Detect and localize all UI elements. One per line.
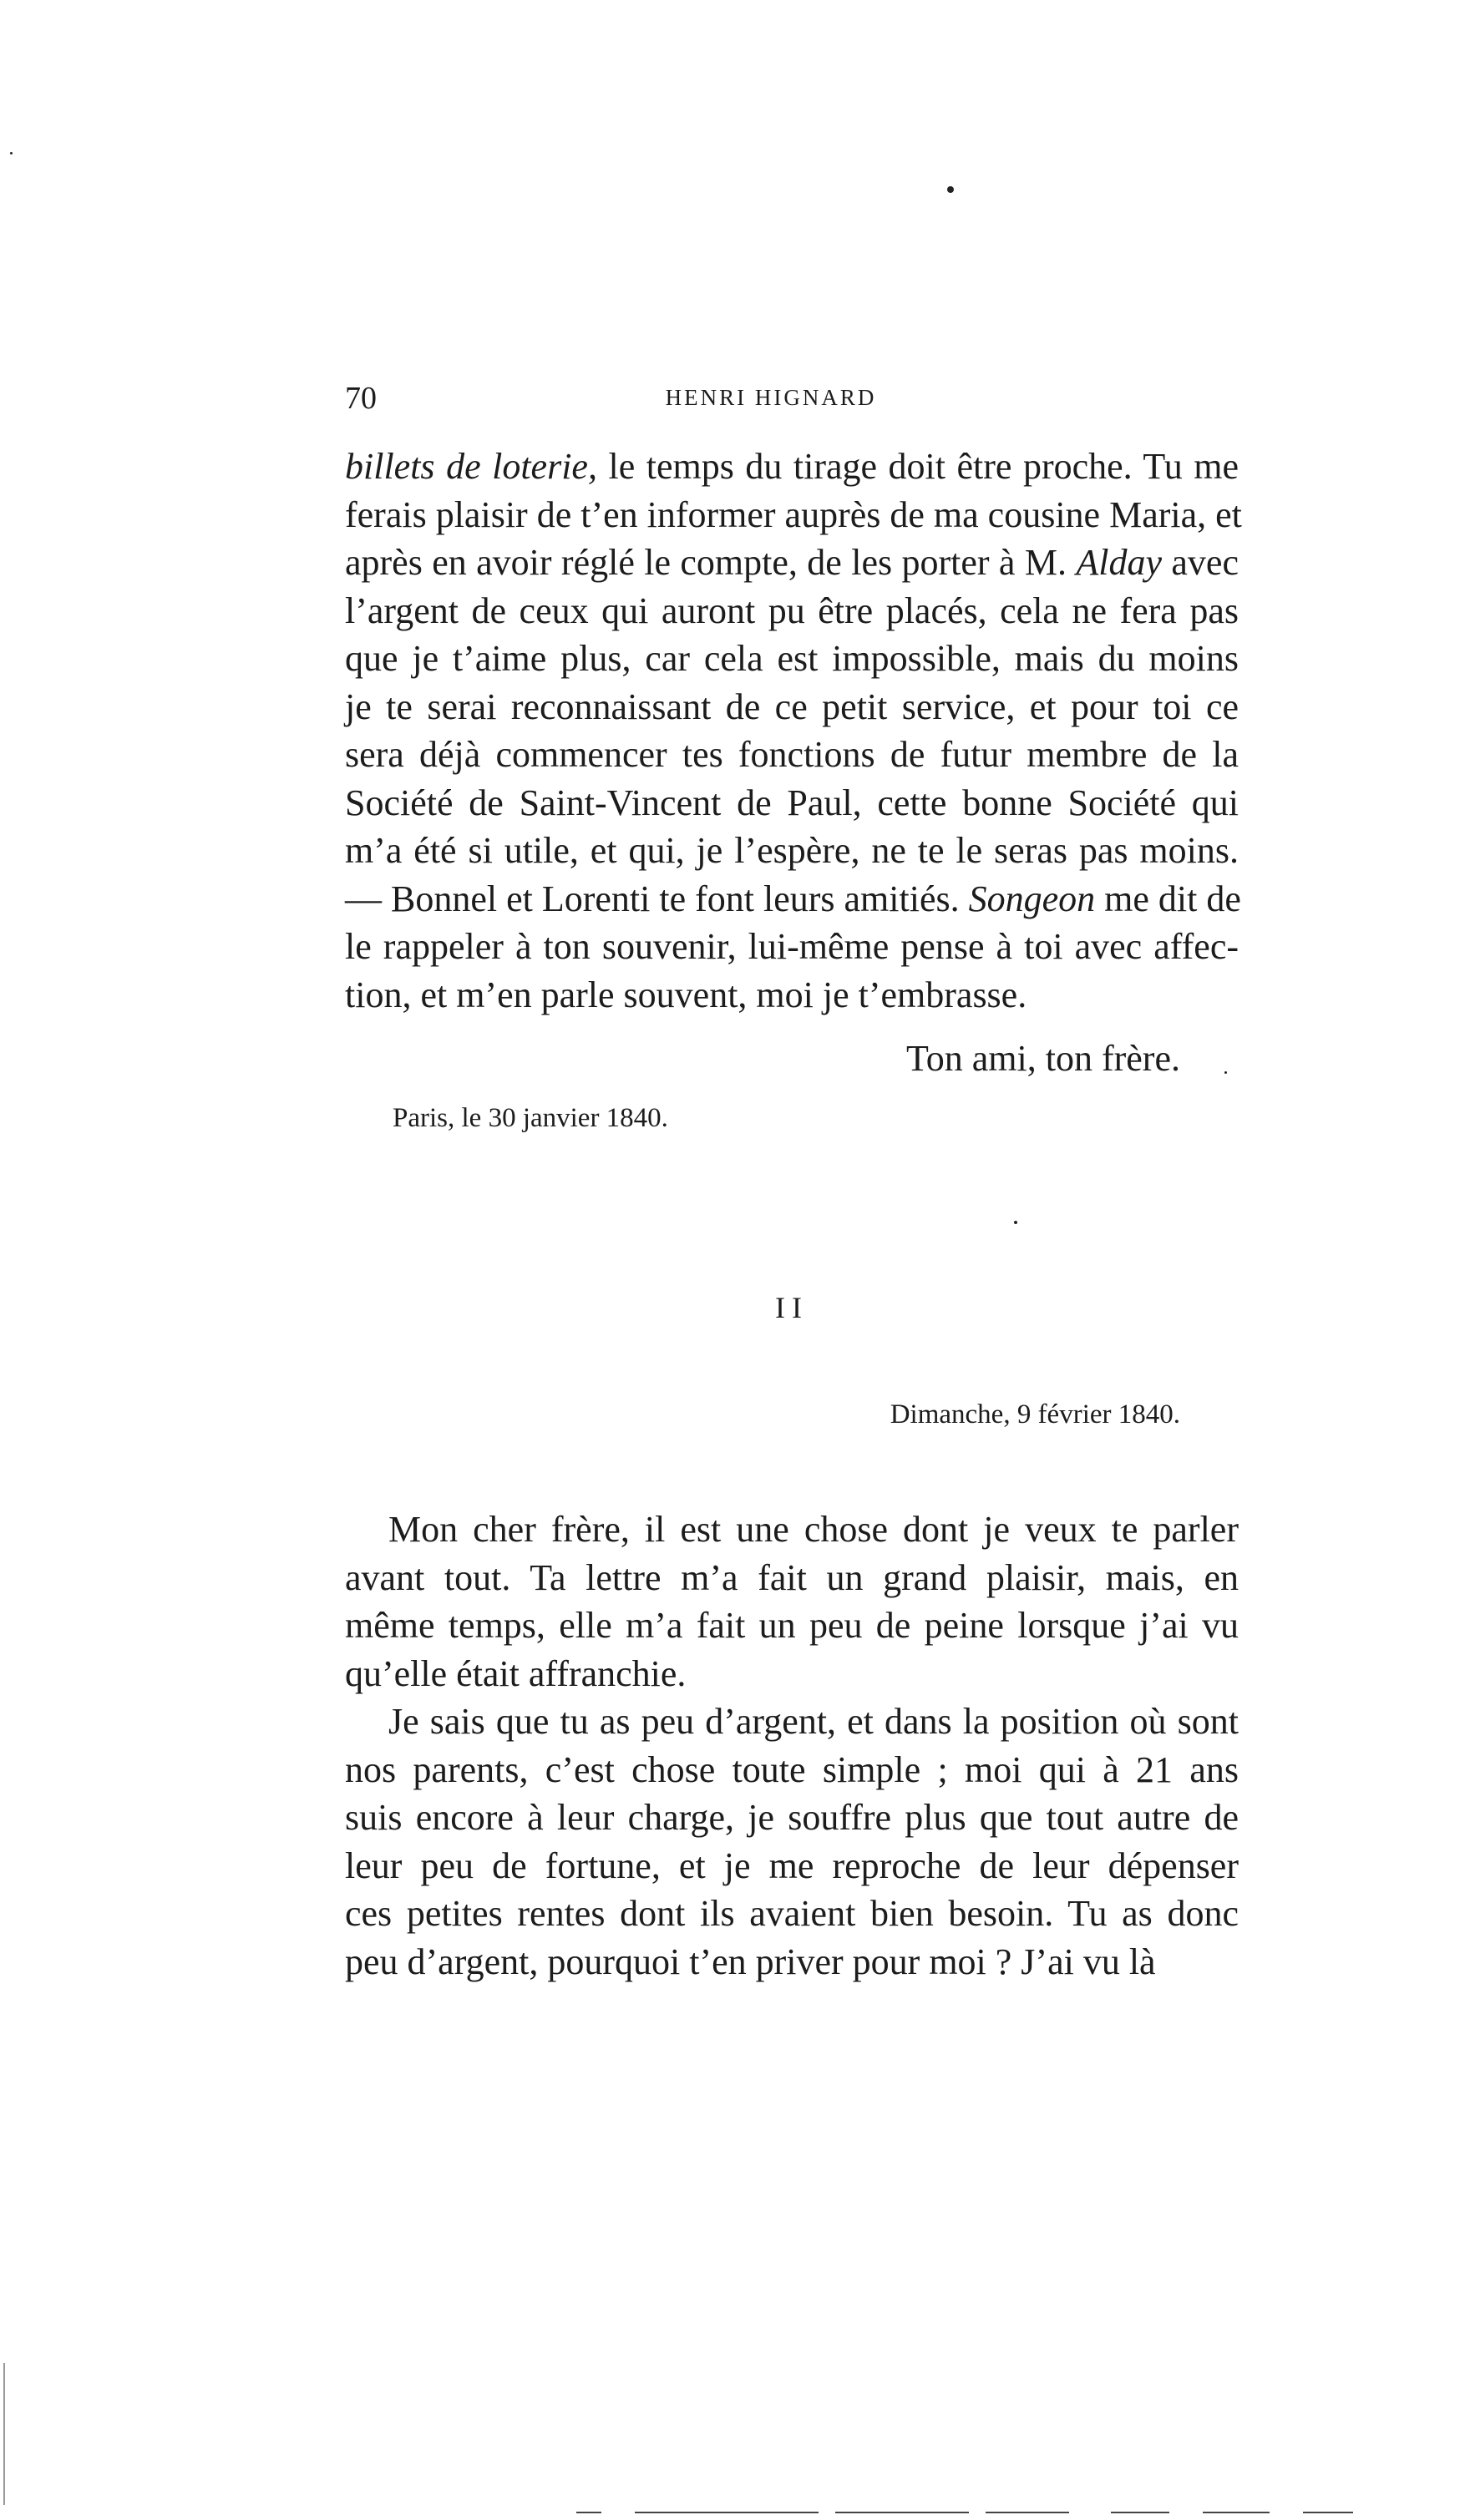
text-line: Société de Saint-Vincent de Paul, cette bonne Société qui xyxy=(345,782,1239,823)
text-line: leur peu de fortune, et je me reproche de leur dépenser xyxy=(345,1844,1239,1886)
italic-name: Songeon xyxy=(968,878,1096,919)
scan-bottom-rule xyxy=(1111,2512,1169,2513)
signature: Ton ami, ton frère. xyxy=(905,1038,1180,1079)
scan-bottom-rule xyxy=(635,2512,819,2513)
text-segment: avec xyxy=(1162,542,1239,583)
text-line: suis encore à leur charge, je souffre plus que tout autre de xyxy=(345,1797,1239,1838)
text-line: le rappeler à ton souvenir, lui-même pense à toi avec affec- xyxy=(345,926,1239,967)
section-numeral: II xyxy=(775,1291,809,1324)
text-line: sera déjà commencer tes fonctions de futur membre de la xyxy=(345,734,1239,775)
paragraph-1 xyxy=(345,443,1242,1019)
text-line xyxy=(345,539,1239,587)
text-line: ferais plaisir de t’en informer auprès de ma cousine Maria, et xyxy=(345,493,1242,535)
paragraph-2 xyxy=(345,1505,1239,1698)
text-line xyxy=(345,443,1239,491)
text-line: Je sais que tu as peu d’argent, et dans la position où sont xyxy=(388,1701,1239,1742)
scan-bottom-rule xyxy=(1203,2512,1270,2513)
scan-speck xyxy=(947,186,954,193)
text-line: ces petites rentes dont ils avaient bien besoin. Tu as donc xyxy=(345,1893,1239,1934)
scan-speck xyxy=(1224,1071,1227,1074)
text-line: avant tout. Ta lettre m’a fait un grand plaisir, mais, en xyxy=(345,1556,1239,1598)
scan-bottom-rule xyxy=(835,2512,969,2513)
italic-name: Alday xyxy=(1076,542,1163,583)
scan-speck xyxy=(10,152,13,154)
place-date: Paris, le 30 janvier 1840. xyxy=(393,1103,668,1133)
text-line: qu’elle était affranchie. xyxy=(345,1652,687,1694)
text-segment: après en avoir réglé le compte, de les porter à M. xyxy=(345,542,1077,583)
text-segment: me dit de xyxy=(1095,878,1241,919)
text-line: nos parents, c’est chose toute simple ; moi qui à 21 ans xyxy=(345,1748,1239,1790)
scan-bottom-rule xyxy=(986,2512,1069,2513)
letter-date: Dimanche, 9 février 1840. xyxy=(890,1399,1180,1430)
text-line: peu d’argent, pourquoi t’en priver pour moi ? J’ai vu là xyxy=(345,1941,1156,1982)
text-segment: le temps du tirage doit être proche. Tu me xyxy=(596,446,1239,487)
text-line: tion, et m’en parle souvent, moi je t’embrasse. xyxy=(345,974,1027,1015)
text-line: l’argent de ceux qui auront pu être placés, cela ne fera pas xyxy=(345,590,1239,631)
text-line: que je t’aime plus, car cela est impossible, mais du moins xyxy=(345,638,1239,679)
scan-bottom-rule xyxy=(576,2512,601,2513)
text-line: m’a été si utile, et qui, je l’espère, ne te le seras pas moins. xyxy=(345,830,1239,871)
text-line: je te serai reconnaissant de ce petit service, et pour toi ce xyxy=(345,686,1239,727)
page-number: 70 xyxy=(345,381,377,416)
scan-speck xyxy=(1014,1221,1017,1224)
running-head: HENRI HIGNARD xyxy=(665,385,877,410)
italic-name: billets de loterie, xyxy=(345,446,597,487)
paragraph-3 xyxy=(345,1698,1239,1986)
scan-edge-mark xyxy=(3,2363,5,2505)
text-segment: — Bonnel et Lorenti te font leurs amitiés. xyxy=(345,878,969,919)
scan-bottom-rule xyxy=(1303,2512,1353,2513)
text-line xyxy=(345,875,1239,923)
page-header xyxy=(345,380,1197,422)
text-line: Mon cher frère, il est une chose dont je veux te parler xyxy=(388,1509,1239,1550)
text-line: même temps, elle m’a fait un peu de peine lorsque j’ai vu xyxy=(345,1605,1239,1646)
